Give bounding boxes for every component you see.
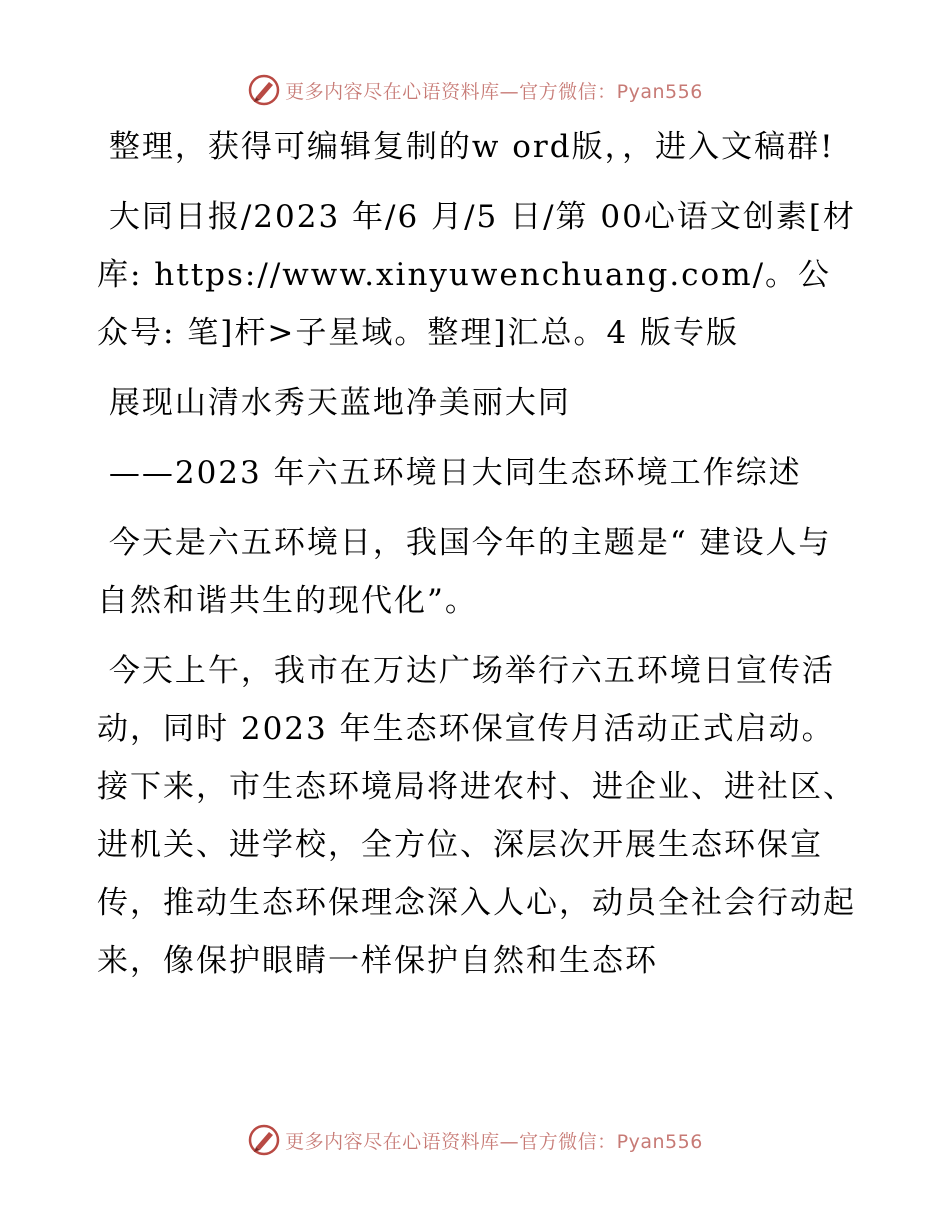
pen-seal-icon: [247, 1123, 281, 1157]
header-banner: [0, 70, 950, 110]
header-banner-text: 更多内容尽在心语资料库—官方微信：Pyan556: [285, 80, 703, 103]
article-subtitle: ——2023 年六五环境日大同生态环境工作综述: [97, 455, 802, 491]
footer-banner-text: 更多内容尽在心语资料库—官方微信：Pyan556: [285, 1130, 703, 1153]
paragraph-source: 大同日报/2023 年/6 月/5 日/第 00心语文创素[材库: https://www.xinyuwenchuang.com/。公众号: 笔]杆>子星域。整理]汇总。4 版专版: [97, 199, 856, 351]
paragraph-theme: 今天是六五环境日，我国今年的主题是“ 建设人与自然和谐共生的现代化”。: [97, 525, 832, 619]
pen-seal-icon: [247, 73, 281, 107]
footer-banner: [0, 1120, 950, 1160]
paragraph-intro: 整理，获得可编辑复制的w ord版，，进入文稿群!: [97, 129, 835, 165]
article-title: 展现山清水秀天蓝地净美丽大同: [97, 385, 571, 421]
document-body: [97, 118, 857, 1002]
paragraph-activity: 今天上午，我市在万达广场举行六五环境日宣传活动，同时 2023 年生态环保宣传月活动正式启动。接下来，市生态环境局将进农村、进企业、进社区、进机关、进学校，全方位、深层次开展生态环保宣传，推动生态环保理念深入人心，动员全社会行动起来，像保护眼睛一样保护自然和生态环: [97, 653, 856, 979]
